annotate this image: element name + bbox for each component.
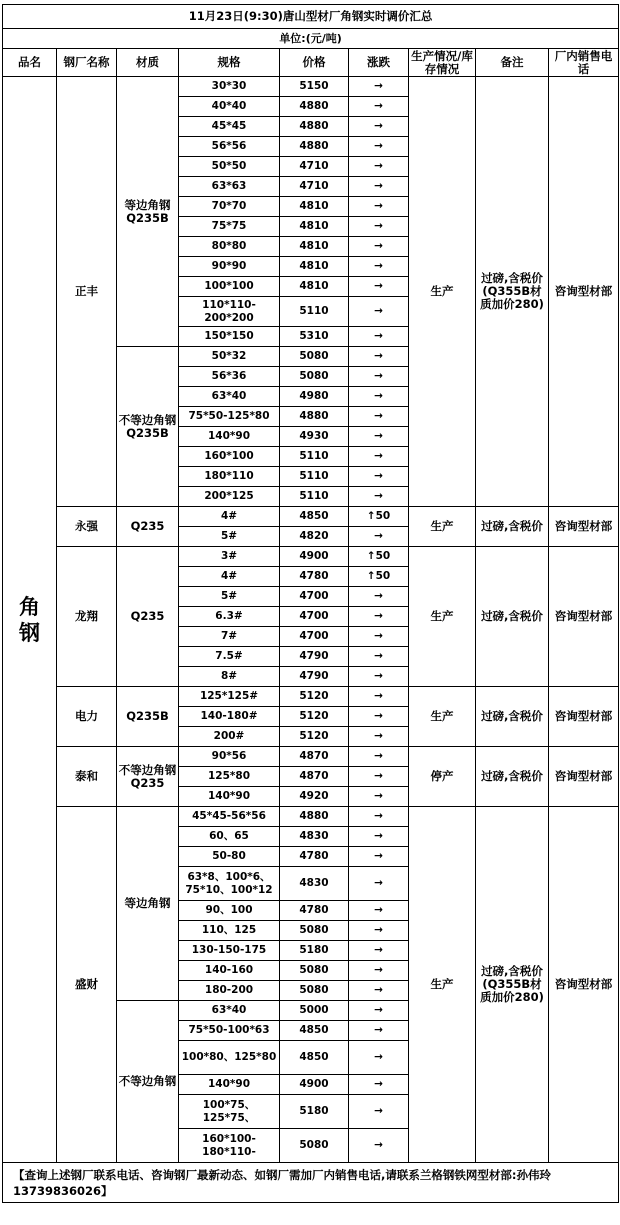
plant-name: 盛财 (57, 807, 117, 1163)
change-cell: → (349, 1001, 409, 1021)
change-cell: → (349, 347, 409, 367)
price-cell: 4850 (280, 1021, 349, 1041)
price-cell: 5120 (280, 727, 349, 747)
material-grade: 等边角钢 (117, 807, 179, 1001)
price-cell: 5080 (280, 367, 349, 387)
spec-cell: 160*100 (179, 447, 280, 467)
price-cell: 4700 (280, 627, 349, 647)
change-cell: → (349, 257, 409, 277)
change-cell: → (349, 177, 409, 197)
spec-cell: 3# (179, 547, 280, 567)
spec-cell: 60、65 (179, 827, 280, 847)
price-cell: 4790 (280, 647, 349, 667)
sales-contact: 咨询型材部 (549, 77, 619, 507)
plant-name: 泰和 (57, 747, 117, 807)
price-cell: 5120 (280, 707, 349, 727)
spec-cell: 63*8、100*6、75*10、100*12 (179, 867, 280, 901)
spec-cell: 5# (179, 527, 280, 547)
note-cell: 过磅,含税价 (476, 547, 549, 687)
spec-cell: 45*45-56*56 (179, 807, 280, 827)
change-cell: → (349, 1129, 409, 1163)
price-cell: 5110 (280, 447, 349, 467)
price-cell: 5000 (280, 1001, 349, 1021)
price-cell: 4780 (280, 847, 349, 867)
change-cell: → (349, 787, 409, 807)
spec-cell: 140*90 (179, 427, 280, 447)
change-cell: → (349, 587, 409, 607)
note-cell: 过磅,含税价 (476, 507, 549, 547)
table-row (3, 747, 619, 767)
change-cell: → (349, 277, 409, 297)
table-row (3, 507, 619, 527)
price-cell: 4810 (280, 277, 349, 297)
spec-cell: 110*110-200*200 (179, 297, 280, 327)
price-cell: 4780 (280, 567, 349, 587)
change-cell: → (349, 1041, 409, 1075)
spec-cell: 4# (179, 507, 280, 527)
page-title: 11月23日(9:30)唐山型材厂角钢实时调价汇总 (3, 5, 619, 29)
price-cell: 5180 (280, 941, 349, 961)
price-cell: 4710 (280, 177, 349, 197)
change-cell: → (349, 527, 409, 547)
spec-cell: 140*90 (179, 1075, 280, 1095)
change-cell: → (349, 487, 409, 507)
price-cell: 4820 (280, 527, 349, 547)
sales-contact: 咨询型材部 (549, 747, 619, 807)
change-cell: → (349, 707, 409, 727)
note-cell: 过磅,含税价(Q355B材质加价280) (476, 807, 549, 1163)
spec-cell: 180*110 (179, 467, 280, 487)
spec-cell: 50-80 (179, 847, 280, 867)
price-cell: 4850 (280, 1041, 349, 1075)
price-cell: 4870 (280, 767, 349, 787)
change-cell: → (349, 867, 409, 901)
sales-contact: 咨询型材部 (549, 547, 619, 687)
change-cell: → (349, 941, 409, 961)
table-row (3, 807, 619, 827)
spec-cell: 63*40 (179, 387, 280, 407)
spec-cell: 140-160 (179, 961, 280, 981)
price-cell: 5120 (280, 687, 349, 707)
production-status: 停产 (409, 747, 476, 807)
spec-cell: 75*75 (179, 217, 280, 237)
spec-cell: 125*80 (179, 767, 280, 787)
spec-cell: 150*150 (179, 327, 280, 347)
change-cell: → (349, 961, 409, 981)
header-production: 生产情况/库存情况 (409, 49, 476, 77)
spec-cell: 5# (179, 587, 280, 607)
spec-cell: 50*32 (179, 347, 280, 367)
change-cell: → (349, 427, 409, 447)
price-cell: 4880 (280, 97, 349, 117)
price-cell: 5110 (280, 297, 349, 327)
spec-cell: 8# (179, 667, 280, 687)
price-cell: 5110 (280, 487, 349, 507)
change-cell: → (349, 901, 409, 921)
spec-cell: 56*36 (179, 367, 280, 387)
price-cell: 4830 (280, 867, 349, 901)
spec-cell: 90*90 (179, 257, 280, 277)
spec-cell: 30*30 (179, 77, 280, 97)
change-cell: → (349, 137, 409, 157)
spec-cell: 140-180# (179, 707, 280, 727)
price-cell: 4920 (280, 787, 349, 807)
price-cell: 4810 (280, 197, 349, 217)
material-grade: 不等边角钢Q235 (117, 747, 179, 807)
plant-name: 电力 (57, 687, 117, 747)
spec-cell: 160*100-180*110- (179, 1129, 280, 1163)
table-row (3, 77, 619, 97)
material-grade: 不等边角钢 (117, 1001, 179, 1163)
price-cell: 4880 (280, 137, 349, 157)
production-status: 生产 (409, 547, 476, 687)
spec-cell: 125*125# (179, 687, 280, 707)
price-cell: 5150 (280, 77, 349, 97)
price-cell: 4930 (280, 427, 349, 447)
change-cell: → (349, 1095, 409, 1129)
header-product: 品名 (3, 49, 57, 77)
table-row (3, 547, 619, 567)
price-table (2, 4, 619, 1203)
price-cell: 5080 (280, 921, 349, 941)
change-cell: → (349, 407, 409, 427)
spec-cell: 50*50 (179, 157, 280, 177)
spec-cell: 110、125 (179, 921, 280, 941)
unit-label: 单位:(元/吨) (3, 29, 619, 49)
note-cell: 过磅,含税价(Q355B材质加价280) (476, 77, 549, 507)
spec-cell: 140*90 (179, 787, 280, 807)
price-cell: 4700 (280, 587, 349, 607)
spec-cell: 75*50-100*63 (179, 1021, 280, 1041)
price-cell: 4700 (280, 607, 349, 627)
change-cell: → (349, 807, 409, 827)
spec-cell: 90、100 (179, 901, 280, 921)
header-spec: 规格 (179, 49, 280, 77)
price-cell: 4900 (280, 547, 349, 567)
material-grade: Q235B (117, 687, 179, 747)
spec-cell: 63*40 (179, 1001, 280, 1021)
change-cell: → (349, 327, 409, 347)
price-cell: 5080 (280, 961, 349, 981)
product-name: 角钢 (3, 77, 57, 1163)
change-cell: → (349, 727, 409, 747)
spec-cell: 80*80 (179, 237, 280, 257)
plant-name: 永强 (57, 507, 117, 547)
price-cell: 5110 (280, 467, 349, 487)
price-cell: 4880 (280, 407, 349, 427)
change-cell: → (349, 77, 409, 97)
price-cell: 4880 (280, 117, 349, 137)
price-cell: 5080 (280, 1129, 349, 1163)
change-cell: → (349, 157, 409, 177)
change-cell: → (349, 467, 409, 487)
price-cell: 5080 (280, 347, 349, 367)
change-cell: → (349, 767, 409, 787)
sales-contact: 咨询型材部 (549, 687, 619, 747)
change-cell: → (349, 367, 409, 387)
change-cell: → (349, 117, 409, 137)
spec-cell: 200*125 (179, 487, 280, 507)
price-cell: 4810 (280, 257, 349, 277)
change-cell: → (349, 921, 409, 941)
change-cell: ↑50 (349, 507, 409, 527)
spec-cell: 100*75、125*75、 (179, 1095, 280, 1129)
change-cell: → (349, 1075, 409, 1095)
price-cell: 4710 (280, 157, 349, 177)
header-note: 备注 (476, 49, 549, 77)
change-cell: → (349, 217, 409, 237)
change-cell: → (349, 297, 409, 327)
spec-cell: 40*40 (179, 97, 280, 117)
production-status: 生产 (409, 807, 476, 1163)
spec-cell: 6.3# (179, 607, 280, 627)
table-body (3, 5, 619, 1203)
change-cell: → (349, 827, 409, 847)
header-plant: 钢厂名称 (57, 49, 117, 77)
change-cell: → (349, 667, 409, 687)
price-cell: 4850 (280, 507, 349, 527)
change-cell: → (349, 981, 409, 1001)
material-grade: 等边角钢Q235B (117, 77, 179, 347)
change-cell: → (349, 447, 409, 467)
change-cell: → (349, 647, 409, 667)
header-price: 价格 (280, 49, 349, 77)
spec-cell: 45*45 (179, 117, 280, 137)
spec-cell: 75*50-125*80 (179, 407, 280, 427)
spec-cell: 7# (179, 627, 280, 647)
plant-name: 正丰 (57, 77, 117, 507)
price-cell: 4830 (280, 827, 349, 847)
header-material: 材质 (117, 49, 179, 77)
price-cell: 4810 (280, 237, 349, 257)
change-cell: → (349, 607, 409, 627)
spec-cell: 4# (179, 567, 280, 587)
spec-cell: 63*63 (179, 177, 280, 197)
price-cell: 4900 (280, 1075, 349, 1095)
price-cell: 4870 (280, 747, 349, 767)
change-cell: → (349, 237, 409, 257)
change-cell: → (349, 1021, 409, 1041)
change-cell: → (349, 687, 409, 707)
price-cell: 4880 (280, 807, 349, 827)
price-cell: 5180 (280, 1095, 349, 1129)
change-cell: → (349, 747, 409, 767)
change-cell: → (349, 387, 409, 407)
price-cell: 4810 (280, 217, 349, 237)
spec-cell: 130-150-175 (179, 941, 280, 961)
change-cell: ↑50 (349, 547, 409, 567)
sales-contact: 咨询型材部 (549, 507, 619, 547)
price-cell: 5310 (280, 327, 349, 347)
price-cell: 4790 (280, 667, 349, 687)
header-change: 涨跌 (349, 49, 409, 77)
spec-cell: 56*56 (179, 137, 280, 157)
spec-cell: 90*56 (179, 747, 280, 767)
price-cell: 4980 (280, 387, 349, 407)
change-cell: ↑50 (349, 567, 409, 587)
footer-note: 【查询上述钢厂联系电话、咨询钢厂最新动态、如钢厂需加厂内销售电话,请联系兰格钢铁网型材部:孙伟玲13739836026】 (3, 1163, 619, 1203)
change-cell: → (349, 627, 409, 647)
header-sales: 厂内销售电话 (549, 49, 619, 77)
production-status: 生产 (409, 77, 476, 507)
price-cell: 5080 (280, 981, 349, 1001)
note-cell: 过磅,含税价 (476, 747, 549, 807)
material-grade: 不等边角钢Q235B (117, 347, 179, 507)
spec-cell: 180-200 (179, 981, 280, 1001)
footer-row (3, 1163, 619, 1203)
material-grade: Q235 (117, 507, 179, 547)
note-cell: 过磅,含税价 (476, 687, 549, 747)
spec-cell: 70*70 (179, 197, 280, 217)
spec-cell: 100*80、125*80 (179, 1041, 280, 1075)
change-cell: → (349, 97, 409, 117)
table-row (3, 687, 619, 707)
spec-cell: 200# (179, 727, 280, 747)
production-status: 生产 (409, 507, 476, 547)
production-status: 生产 (409, 687, 476, 747)
spec-cell: 100*100 (179, 277, 280, 297)
change-cell: → (349, 847, 409, 867)
sales-contact: 咨询型材部 (549, 807, 619, 1163)
plant-name: 龙翔 (57, 547, 117, 687)
change-cell: → (349, 197, 409, 217)
material-grade: Q235 (117, 547, 179, 687)
spec-cell: 7.5# (179, 647, 280, 667)
price-cell: 4780 (280, 901, 349, 921)
